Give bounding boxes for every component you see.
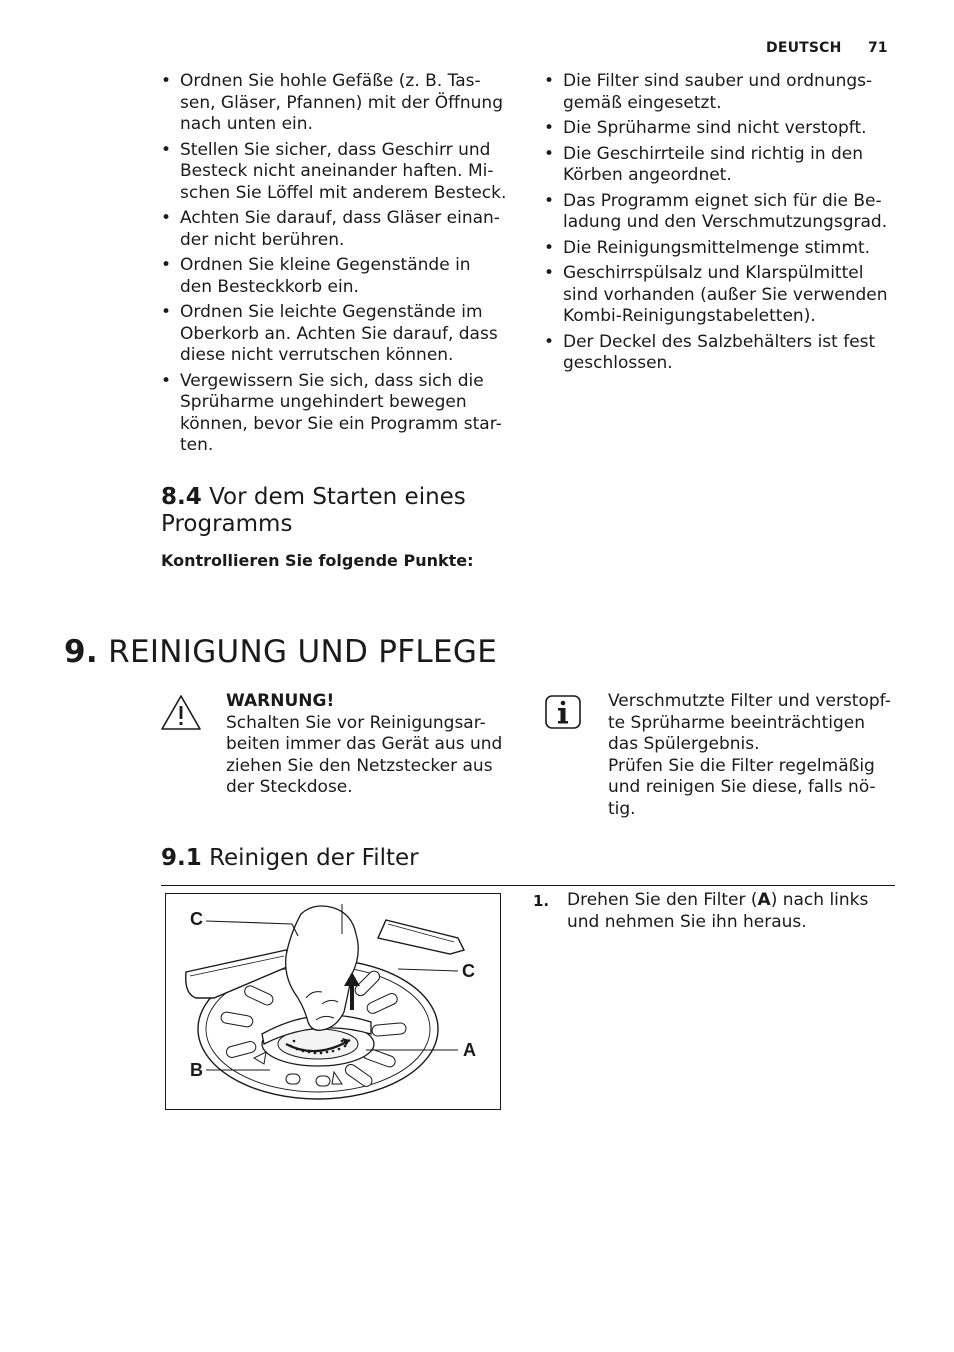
header-language: DEUTSCH <box>766 40 842 56</box>
warning-text <box>226 691 516 799</box>
list-item <box>544 71 904 114</box>
info-text <box>608 691 908 820</box>
bullet-dot: • <box>544 190 555 211</box>
warning-line-4: der Steckdose. <box>226 777 353 797</box>
list-item-text: Ordnen Sie kleine Gegenstände in den Besteckkorb ein. <box>180 255 471 297</box>
section-9-1-title: Reinigen der Filter <box>209 845 419 871</box>
bullet-dot: • <box>544 143 555 164</box>
list-item <box>161 371 516 457</box>
section-8-4-heading <box>161 484 521 538</box>
bullet-dot: • <box>544 331 555 352</box>
info-line-3: das Spülergebnis. <box>608 734 760 754</box>
list-item-text: Geschirrspülsalz und Klarspülmittel sind vorhanden (außer Sie verwenden Kombi-Reinigungstabeletten). <box>563 263 888 326</box>
info-line-5: und reinigen Sie diese, falls nö- <box>608 777 876 797</box>
right-bullet-list <box>544 71 904 379</box>
page-number: 71 <box>868 40 888 56</box>
list-item <box>544 263 904 328</box>
list-item-text: Die Geschirrteile sind richtig in den Körben angeordnet. <box>563 143 864 185</box>
bullet-dot: • <box>161 71 172 91</box>
left-bullet-list <box>161 71 516 461</box>
info-icon <box>545 695 581 729</box>
warning-line-3: ziehen Sie den Netzstecker aus <box>226 755 493 776</box>
chapter-9-title: REINIGUNG UND PFLEGE <box>108 634 498 670</box>
info-line-1: Verschmutzte Filter und verstopf- <box>608 691 891 711</box>
list-item <box>544 144 904 187</box>
bullet-dot: • <box>544 118 555 138</box>
bullet-dot: • <box>161 370 172 391</box>
warning-line-2: beiten immer das Gerät aus und <box>226 734 503 754</box>
list-item-text: Die Filter sind sauber und ordnungs- gemäß eingesetzt. <box>563 71 873 113</box>
section-9-1-number: 9.1 <box>161 845 202 871</box>
list-item <box>161 208 516 251</box>
step-1-number: 1. <box>533 892 550 910</box>
step-1-text <box>567 890 897 933</box>
bullet-dot: • <box>161 302 172 322</box>
step-1-text-before: Drehen Sie den Filter ( <box>567 890 758 910</box>
list-item-text: Achten Sie darauf, dass Gläser einan- der nicht berühren. <box>180 208 500 250</box>
info-line-2: te Sprüharme beeinträchtigen <box>608 712 865 733</box>
chapter-9-number: 9. <box>64 634 98 670</box>
list-item-text: Der Deckel des Salzbehälters ist fest geschlossen. <box>563 331 876 373</box>
step-1-bold: A <box>757 890 771 910</box>
bullet-dot: • <box>161 139 172 160</box>
section-8-4-number: 8.4 <box>161 484 202 510</box>
step-1-line2: und nehmen Sie ihn heraus. <box>567 911 807 932</box>
section-rule <box>161 885 895 886</box>
list-item <box>161 71 516 136</box>
list-item <box>544 118 904 140</box>
list-item-text: Das Programm eignet sich für die Be- ladung und den Verschmutzungsgrad. <box>563 190 888 232</box>
filter-illustration <box>166 894 500 1109</box>
figure-label-b: B <box>190 1060 203 1080</box>
list-item <box>161 140 516 205</box>
list-item-text: Die Sprüharme sind nicht verstopft. <box>563 118 867 138</box>
list-item <box>544 332 904 375</box>
section-8-4-subheading: Kontrollieren Sie folgende Punkte: <box>161 551 474 570</box>
warning-line-1: Schalten Sie vor Reinigungsar- <box>226 712 486 733</box>
bullet-dot: • <box>161 255 172 275</box>
bullet-dot: • <box>544 71 555 91</box>
list-item-text: Ordnen Sie hohle Gefäße (z. B. Tas- sen, Gläser, Pfannen) mit der Öffnung nach unten ein. <box>180 71 503 134</box>
chapter-9-heading <box>64 634 497 670</box>
figure-label-c-right: C <box>462 961 475 981</box>
list-item <box>161 255 516 298</box>
warning-title: WARNUNG! <box>226 691 335 711</box>
info-line-6: tig. <box>608 798 636 819</box>
info-line-4: Prüfen Sie die Filter regelmäßig <box>608 755 875 776</box>
filter-figure <box>165 893 501 1110</box>
figure-label-c-top: C <box>190 909 203 929</box>
list-item-text: Vergewissern Sie sich, dass sich die Sprüharme ungehindert bewegen können, bevor Sie ein Programm star- ten. <box>180 370 502 455</box>
step-1-text-after: ) nach links <box>770 890 869 910</box>
bullet-dot: • <box>161 208 172 228</box>
section-8-4-title-line2: Programms <box>161 511 293 537</box>
section-8-4-title-line1: Vor dem Starten eines <box>209 484 466 510</box>
list-item <box>544 191 904 234</box>
bullet-dot: • <box>544 237 555 258</box>
list-item-text: Stellen Sie sicher, dass Geschirr und Besteck nicht aneinander haften. Mi- schen Sie Löffel mit anderem Besteck. <box>180 139 507 203</box>
list-item-text: Ordnen Sie leichte Gegenstände im Oberkorb an. Achten Sie darauf, dass diese nicht verrutschen können. <box>180 302 498 365</box>
figure-label-a: A <box>463 1040 476 1060</box>
bullet-dot: • <box>544 263 555 283</box>
list-item <box>544 238 904 260</box>
section-9-1-heading <box>161 845 419 872</box>
list-item <box>161 302 516 367</box>
warning-triangle-icon <box>160 694 202 732</box>
list-item-text: Die Reinigungsmittelmenge stimmt. <box>563 237 871 258</box>
